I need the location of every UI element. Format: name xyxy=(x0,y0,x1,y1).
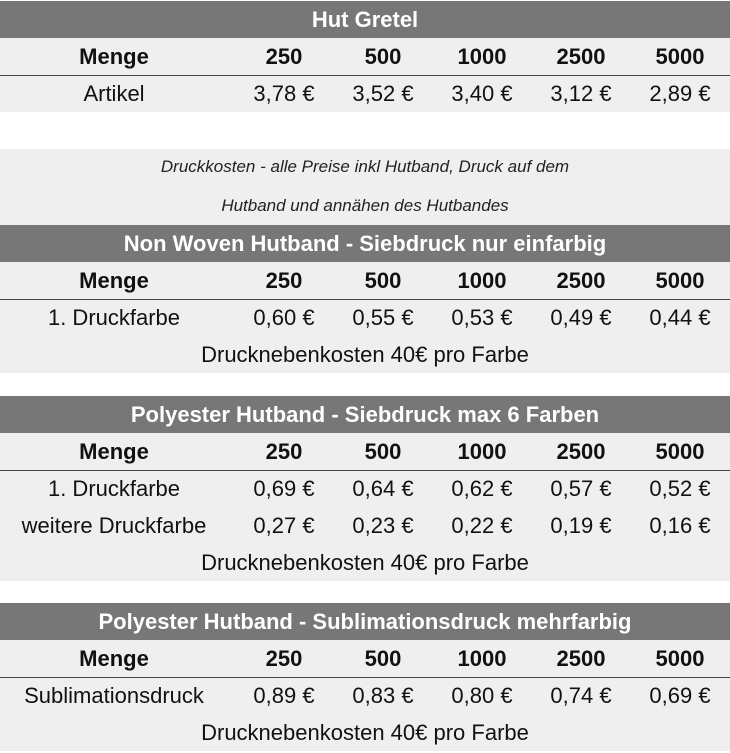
table-header-row xyxy=(0,262,730,299)
header-cell-5000: 5000 xyxy=(655,268,705,293)
header-cell-1000: 1000 xyxy=(457,44,507,69)
row-label: Sublimationsdruck xyxy=(24,683,204,708)
table-row xyxy=(0,299,730,336)
section-title: Polyester Hutband - Sublimationsdruck mehrfarbig xyxy=(0,603,730,640)
table-row xyxy=(0,507,730,544)
price-cell: 0,57 € xyxy=(550,476,612,501)
price-cell: 3,78 € xyxy=(253,81,315,106)
row-label: 1. Druckfarbe xyxy=(47,305,181,330)
header-cell-250: 250 xyxy=(265,646,303,671)
table-header-row xyxy=(0,38,730,75)
extra-cost-text: Drucknebenkosten 40€ pro Farbe xyxy=(201,550,529,575)
extra-cost-text: Drucknebenkosten 40€ pro Farbe xyxy=(201,342,529,367)
header-cell-250: 250 xyxy=(265,44,303,69)
header-cell-5000: 5000 xyxy=(655,44,705,69)
price-cell: 0,64 € xyxy=(352,476,414,501)
price-cell: 0,89 € xyxy=(253,683,315,708)
price-cell: 0,49 € xyxy=(550,305,612,330)
section-title: Polyester Hutband - Siebdruck max 6 Farben xyxy=(0,396,730,433)
note-line-2: Hutband und annähen des Hutbandes xyxy=(221,196,509,215)
header-cell-menge: Menge xyxy=(79,439,149,464)
section-hut-gretel xyxy=(0,1,730,112)
price-cell: 0,69 € xyxy=(649,683,711,708)
note-line-1: Druckkosten - alle Preise inkl Hutband, Druck auf dem xyxy=(160,157,570,176)
header-cell-1000: 1000 xyxy=(457,646,507,671)
row-label: Artikel xyxy=(83,81,145,106)
price-cell: 3,12 € xyxy=(550,81,612,106)
price-cell: 3,40 € xyxy=(451,81,513,106)
table-row xyxy=(0,75,730,112)
price-cell: 0,23 € xyxy=(352,513,414,538)
header-cell-500: 500 xyxy=(364,268,402,293)
header-cell-menge: Menge xyxy=(79,646,149,671)
header-cell-menge: Menge xyxy=(79,268,149,293)
price-cell: 0,52 € xyxy=(649,476,711,501)
header-cell-5000: 5000 xyxy=(655,646,705,671)
price-cell: 0,44 € xyxy=(649,305,711,330)
header-cell-2500: 2500 xyxy=(556,268,606,293)
header-cell-250: 250 xyxy=(265,439,303,464)
price-cell: 0,60 € xyxy=(253,305,315,330)
header-cell-menge: Menge xyxy=(79,44,149,69)
price-cell: 0,16 € xyxy=(649,513,711,538)
header-cell-250: 250 xyxy=(265,268,303,293)
header-cell-5000: 5000 xyxy=(655,439,705,464)
price-cell: 0,55 € xyxy=(352,305,414,330)
price-cell: 0,62 € xyxy=(451,476,513,501)
table-row xyxy=(0,677,730,714)
price-cell: 0,83 € xyxy=(352,683,414,708)
row-label: weitere Druckfarbe xyxy=(21,513,207,538)
table-header-row xyxy=(0,640,730,677)
print-cost-note xyxy=(0,149,730,225)
section-title: Non Woven Hutband - Siebdruck nur einfarbig xyxy=(0,225,730,262)
price-cell: 0,80 € xyxy=(451,683,513,708)
section-title: Hut Gretel xyxy=(0,1,730,38)
header-cell-2500: 2500 xyxy=(556,44,606,69)
header-cell-2500: 2500 xyxy=(556,439,606,464)
header-cell-1000: 1000 xyxy=(457,439,507,464)
price-cell: 0,53 € xyxy=(451,305,513,330)
section-non-woven xyxy=(0,225,730,373)
header-cell-500: 500 xyxy=(364,646,402,671)
table-row xyxy=(0,470,730,507)
header-cell-500: 500 xyxy=(364,44,402,69)
extra-cost-text: Drucknebenkosten 40€ pro Farbe xyxy=(201,720,529,745)
price-cell: 2,89 € xyxy=(649,81,711,106)
price-cell: 0,69 € xyxy=(253,476,315,501)
header-cell-1000: 1000 xyxy=(457,268,507,293)
price-cell: 3,52 € xyxy=(352,81,414,106)
price-cell: 0,22 € xyxy=(451,513,513,538)
header-cell-2500: 2500 xyxy=(556,646,606,671)
price-cell: 0,19 € xyxy=(550,513,612,538)
section-polyester-siebdruck xyxy=(0,396,730,581)
table-header-row xyxy=(0,433,730,470)
price-cell: 0,74 € xyxy=(550,683,612,708)
header-cell-500: 500 xyxy=(364,439,402,464)
row-label: 1. Druckfarbe xyxy=(47,476,181,501)
section-polyester-sublimation xyxy=(0,603,730,751)
price-cell: 0,27 € xyxy=(253,513,315,538)
